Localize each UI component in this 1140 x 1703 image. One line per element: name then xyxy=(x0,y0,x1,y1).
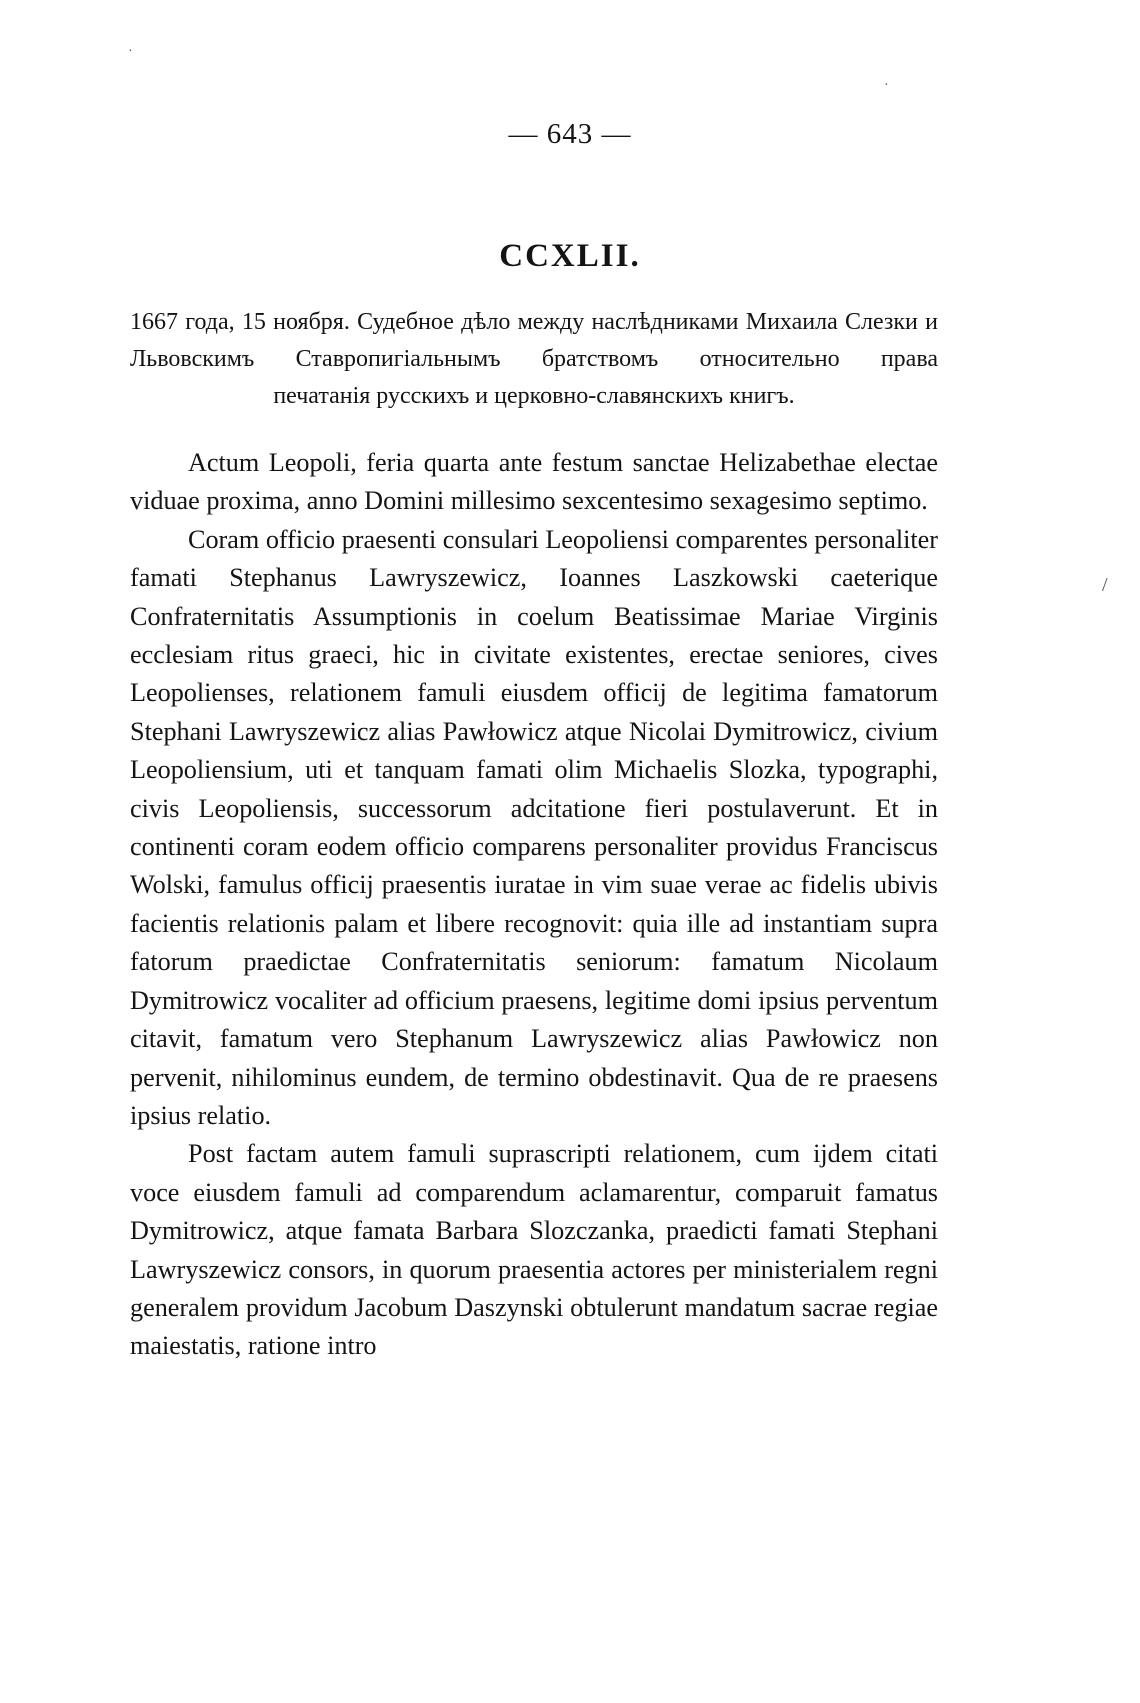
paragraph: Post factam autem famuli suprascripti relationem, cum ijdem citati voce eiusdem famuli ad comparendum aclamarentur, comparuit famatus Dymitrowicz, atque famata Barbara Slozczanka, praedicti famati Stephani Lawryszewicz consors, in quorum praesentia actores per ministerialem regni generalem providum Jacobum Daszynski obtulerunt mandatum sacrae regiae maiestatis, ratione intro xyxy=(130,1139,938,1361)
heading-line-1: 1667 года, 15 ноября. Судебное дѣло между наслѣдниками Михаила Слезки и Львовскимъ Ставропигіальнымъ братствомъ относительно права xyxy=(130,309,938,372)
paragraph: Actum Leopoli, feria quarta ante festum sanctae Helizabethae electae viduae proxima, anno Domini millesimo sexcentesimo sexagesimo septimo. xyxy=(130,448,938,516)
document-numeral: CCXLII. xyxy=(499,238,641,274)
document-body xyxy=(130,444,938,1366)
scan-mark: / xyxy=(1102,574,1108,596)
page-number: — 643 — xyxy=(508,118,632,150)
paragraph: Coram officio praesenti consulari Leopoliensi comparentes personaliter famati Stephanus Lawryszewicz, Ioannes Laszkowski caeterique Confraternitatis Assumptionis in coelum Beatissimae Mariae Virginis ecclesiam ritus graeci, hic in civitate existentes, erectae seniores, cives Leopolienses, relationem famuli eiusdem officij de legitima famatorum Stephani Lawryszewicz alias Pawłowicz atque Nicolai Dymitrowicz, civium Leopoliensium, uti et tanquam famati olim Michaelis Slozka, typographi, civis Leopoliensis, successorum adcitatione fieri postulaverunt. Et in continenti coram eodem officio comparens personaliter providus Franciscus Wolski, famulus officij praesentis iuratae in vim suae verae ac fidelis ubivis facientis relationis palam et libere recognovit: quia ille ad instantiam supra fatorum praedictae Confraternitatis seniorum: famatum Nicolaum Dymitrowicz vocaliter ad officium praesens, legitime domi ipsius perventum citavit, famatum vero Stephanum Lawryszewicz alias Pawłowicz non pervenit, nihilominus eundem, de termino obdestinavit. Qua de re praesens ipsius relatio. xyxy=(130,524,938,1130)
document-heading xyxy=(130,304,938,415)
heading-line-2: печатанія русскихъ и церковно-славянскихъ книгъ. xyxy=(273,383,795,409)
scan-speck: · xyxy=(128,44,133,59)
scan-speck: · xyxy=(884,78,889,93)
